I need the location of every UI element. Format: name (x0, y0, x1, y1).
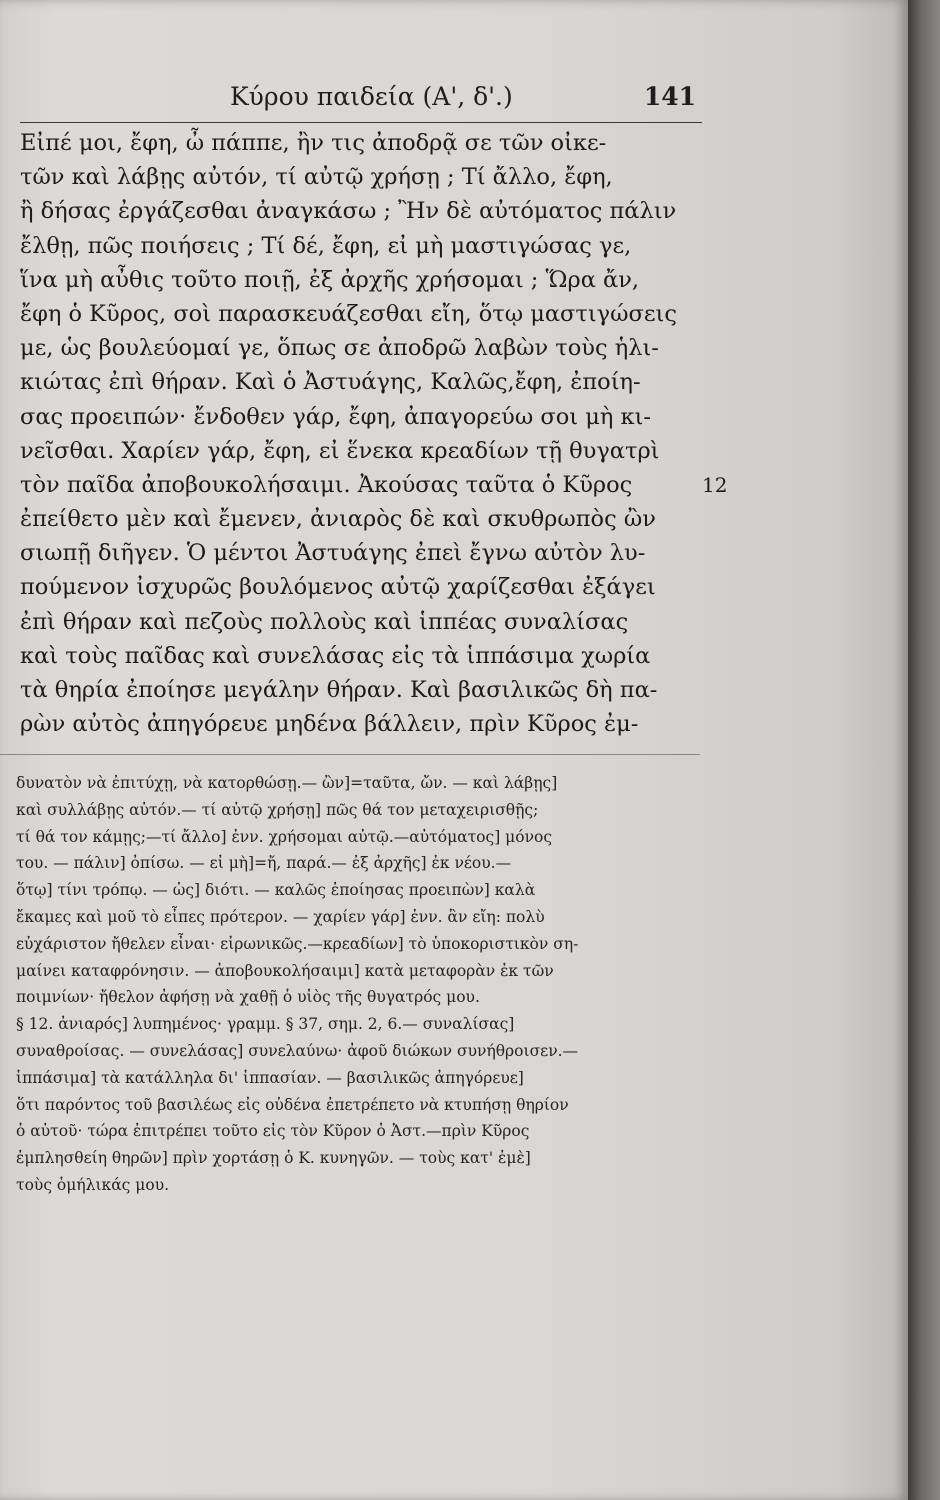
footnote-line: ἱππάσιμα] τὰ κατάλληλα δι' ἱππασίαν. — βασιλικῶς ἀπηγόρευε] (16, 1068, 524, 1087)
footnote-line: τοὺς ὁμήλικάς μου. (16, 1175, 170, 1194)
section-marker: 12 (702, 472, 728, 497)
footnote-line: δυνατὸν νὰ ἐπιτύχῃ, νὰ κατορθώσῃ.— ὢν]=ταῦτα, ὤν. — καὶ λάβῃς] (16, 774, 558, 792)
footnote-line: συναθροίσας. — συνελάσας] συνελαύνω· ἀφοῦ διώκων συνήθροισεν.— (16, 1041, 579, 1060)
text-line: ρὼν αὐτὸς ἀπηγόρευε μηδένα βάλλειν, πρὶν Κῦρος ἐμ- (20, 711, 639, 738)
text-line: ἐπείθετο μὲν καὶ ἔμενεν, ἀνιαρὸς δὲ καὶ σκυθρωπὸς ὢν (20, 506, 656, 533)
footnote-line: ὁ αὐτοῦ· τώρα ἐπιτρέπει τοῦτο εἰς τὸν Κῦρον ὁ Ἀστ.—πρὶν Κῦρος (16, 1122, 530, 1141)
text-line: πούμενον ἰσχυρῶς βουλόμενος αὐτῷ χαρίζεσθαι ἐξάγει (20, 574, 656, 601)
footnote-line: ποιμνίων· ἤθελον ἀφήσῃ νὰ χαθῇ ὁ υἱὸς τῆς θυγατρός μου. (16, 988, 480, 1007)
footnote-line: καὶ συλλάβῃς αὐτόν.— τί αὐτῷ χρήσῃ] πῶς θά τον μεταχειρισθῇς; (16, 800, 539, 819)
text-line: σας προειπών· ἔνδοθεν γάρ, ἔφη, ἀπαγορεύω σοι μὴ κι- (20, 403, 651, 430)
text-line: Εἰπέ μοι, ἔφη, ὦ πάππε, ἢν τις ἀποδρᾷ σε τῶν οἰκε- (20, 130, 607, 156)
footnote-divider (0, 754, 700, 755)
footnote-line: ἔκαμες καὶ μοῦ τὸ εἶπες πρότερον. — χαρίεν γάρ] ἐνν. ἂν εἴη: πολὺ (16, 907, 545, 926)
footnote-line: ἐμπλησθείη θηρῶν] πρὶν χορτάσῃ ὁ Κ. κυνηγῶν. — τοὺς κατ' ἐμὲ] (16, 1149, 531, 1168)
footnote-line: του. — πάλιν] ὀπίσω. — εἰ μὴ]=ἤ, παρά.— ἐξ ἀρχῆς] ἐκ νέου.— (16, 854, 512, 873)
book-binding-edge (908, 0, 940, 1500)
running-header (20, 78, 702, 123)
text-line: ἢ δήσας ἐργάζεσθαι ἀναγκάσω ; Ἢν δὲ αὐτόματος πάλιν (20, 198, 677, 225)
footnote-line: ὅτι παρόντος τοῦ βασιλέως εἰς οὐδένα ἐπετρέπετο νὰ κτυπήσῃ θηρίον (16, 1095, 569, 1114)
footnotes-block (16, 770, 706, 1199)
footnote-line: τί θά τον κάμῃς;—τί ἄλλο] ἐνν. χρήσομαι αὐτῷ.—αὐτόματος] μόνος (16, 827, 553, 846)
footnote-line: μαίνει καταφρόνησιν. — ἀποβουκολήσαιμι] κατὰ μεταφορὰν ἐκ τῶν (16, 961, 554, 980)
main-text-block (20, 126, 728, 741)
text-line: ἔφη ὁ Κῦρος, σοὶ παρασκευάζεσθαι εἴη, ὅτῳ μαστιγώσεις (20, 300, 677, 327)
text-line: ἵνα μὴ αὖθις τοῦτο ποιῇ, ἐξ ἀρχῆς χρήσομαι ; Ὥρα ἄν, (20, 266, 640, 293)
text-line: κιώτας ἐπὶ θήραν. Καὶ ὁ Ἀστυάγης, Καλῶς,ἔφη, ἐποίη- (20, 369, 641, 396)
footnote-line: εὐχάριστον ἤθελεν εἶναι· εἰρωνικῶς.—κρεαδίων] τὸ ὑποκοριστικὸν ση- (16, 934, 579, 953)
text-line: ἔλθῃ, πῶς ποιήσεις ; Τί δέ, ἔφη, εἰ μὴ μαστιγώσας γε, (20, 232, 632, 259)
running-title: Κύρου παιδεία (Α', δ'.) (230, 82, 513, 111)
text-line: τὸν παῖδα ἀποβουκολήσαιμι. Ἀκούσας ταῦτα ὁ Κῦρος (20, 471, 633, 498)
footnote-line: ὅτῳ] τίνι τρόπῳ. — ὡς] διότι. — καλῶς ἐποίησας προειπὼν] καλὰ (16, 881, 536, 900)
text-line-with-marker (20, 468, 728, 502)
text-line: καὶ τοὺς παῖδας καὶ συνελάσας εἰς τὰ ἱππάσιμα χωρία (20, 642, 651, 669)
text-line: τὰ θηρία ἐποίησε μεγάλην θήραν. Καὶ βασιλικῶς δὴ πα- (20, 677, 658, 703)
footnote-line: § 12. ἀνιαρός] λυπημένος· γραμμ. § 37, σημ. 2, 6.— συναλίσας] (16, 1015, 515, 1034)
text-line: με, ὡς βουλεύομαί γε, ὅπως σε ἀποδρῶ λαβὼν τοὺς ἡλι- (20, 335, 659, 362)
text-line: τῶν καὶ λάβῃς αὐτόν, τί αὐτῷ χρήσῃ ; Τί ἄλλο, ἔφη, (20, 164, 613, 191)
text-line: ἐπὶ θήραν καὶ πεζοὺς πολλοὺς καὶ ἱππέας συναλίσας (20, 608, 629, 635)
text-line: νεῖσθαι. Χαρίεν γάρ, ἔφη, εἰ ἕνεκα κρεαδίων τῇ θυγατρὶ (20, 437, 660, 464)
page-number: 141 (643, 82, 696, 111)
text-line: σιωπῇ διῆγεν. Ὁ μέντοι Ἀστυάγης ἐπεὶ ἔγνω αὐτὸν λυ- (20, 540, 646, 567)
